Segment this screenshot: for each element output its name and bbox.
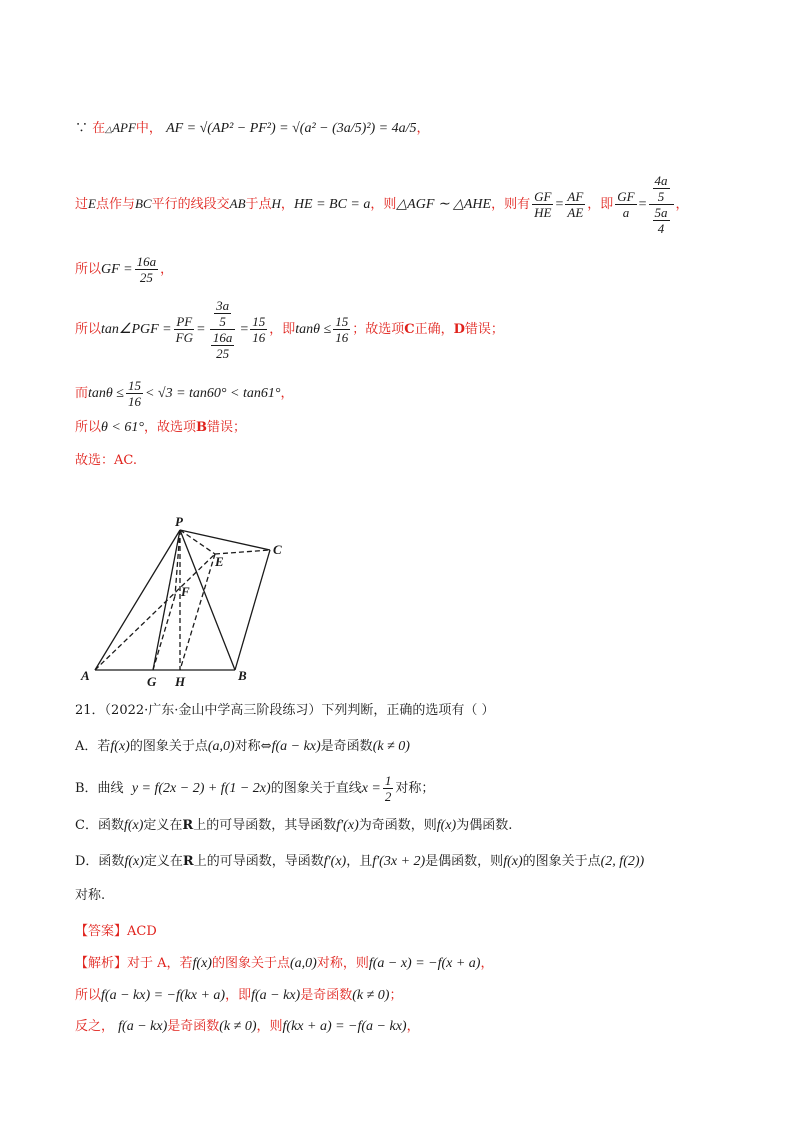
line-2: 过E点作与BC平行的线段交AB于点H，HE = BC = a，则△AGF ∼ △AHE，则有 $\frac{GF}{HE}$ = $\frac{AF}{AE}$ ，即 $\frac{GF}{a}$ = $\frac{\frac{4a}{5}}{\frac{5a}{4}}$ ，	[75, 173, 689, 236]
fraction: $\frac{15}{16}$	[127, 378, 141, 409]
edge-eh-dashed	[180, 554, 215, 670]
label-b: B	[238, 668, 247, 683]
edge-pb	[180, 530, 235, 670]
edge-gf-dashed	[153, 596, 175, 670]
fraction: $\frac{15}{16}$	[252, 314, 266, 345]
option-c: C．函数f(x)定义在R上的可导函数，其导函数f′(x)为奇函数，则f(x)为偶函数.	[75, 818, 513, 833]
label-h: H	[175, 674, 186, 689]
fraction: $\frac{AF}{AE}$	[567, 189, 584, 220]
option-a: A．若f(x)的图象关于点(a,0)对称⇔f(a − kx)是奇函数(k ≠ 0)	[75, 739, 410, 754]
analysis-line-1: 【解析】对于 A，若f(x)的图象关于点(a,0)对称，则f(a − x) = −f(x + a)，	[75, 956, 494, 971]
compound-fraction: $\frac{\frac{4a}{5}}{\frac{5a}{4}}$	[649, 173, 674, 236]
conclusion-line: 故选：AC.	[75, 453, 138, 468]
pyramid-figure	[75, 510, 305, 690]
option-b: B．曲线 y = f(2x − 2) + f(1 − 2x)的图象关于直线x = $\frac{1}{2}$ 对称；	[75, 773, 435, 804]
answer-line: 【答案】ACD	[75, 924, 157, 939]
fraction: $\frac{GF}{a}$	[617, 189, 635, 220]
formula-af: AF = √(AP² − PF²) = √(a² − (3a/5)²) = 4a/5	[166, 121, 417, 136]
line-3: 所以GF = $\frac{16a}{25}$ ，	[75, 254, 174, 285]
fraction: $\frac{16a}{25}$	[136, 254, 157, 285]
question-21: 21．（2022·广东·金山中学高三阶段练习）下列判断，正确的选项有（ ）	[75, 703, 495, 718]
option-d-continued: 对称.	[75, 888, 106, 903]
fraction: $\frac{GF}{HE}$	[534, 189, 552, 220]
compound-fraction: $\frac{\frac{3a}{5}}{\frac{16a}{25}}$	[207, 298, 239, 361]
option-d: D．函数f(x)定义在R上的可导函数，导函数f′(x)，且f′(3x + 2)是偶函数，则f(x)的图象关于点(2, f(2))	[75, 854, 645, 869]
label-f: F	[181, 584, 190, 599]
fraction: $\frac{1}{2}$	[384, 773, 392, 804]
analysis-line-2: 所以f(a − kx) = −f(kx + a)，即f(a − kx)是奇函数(k ≠ 0)；	[75, 988, 403, 1003]
line-4: 所以tan∠PGF = $\frac{PF}{FG}$ = $\frac{\frac{3a}{5}}{\frac{16a}{25}}$ = $\frac{15}{16}$ ，即tanθ ≤ $\frac{15}{16}$ ；故选项C正确，D错误；	[75, 298, 504, 361]
label-e: E	[215, 554, 224, 569]
line-1: ∵ 在△APF中， AF = √(AP² − PF²) = √(a² − (3a/5)²) = 4a/5，	[75, 120, 430, 136]
line-6: 所以θ < 61°，故选项B错误；	[75, 420, 246, 435]
edge-bc	[235, 550, 270, 670]
fraction: $\frac{PF}{FG}$	[175, 314, 193, 345]
label-p: P	[175, 514, 183, 529]
fraction: $\frac{15}{16}$	[335, 314, 349, 345]
label-c: C	[273, 542, 282, 557]
line-5: 而tanθ ≤ $\frac{15}{16}$ < √3 = tan60° < tan61°，	[75, 378, 294, 409]
analysis-line-3: 反之， f(a − kx)是奇函数(k ≠ 0)，则f(kx + a) = −f(a − kx)，	[75, 1019, 420, 1034]
label-a: A	[81, 668, 90, 683]
label-g: G	[147, 674, 157, 689]
